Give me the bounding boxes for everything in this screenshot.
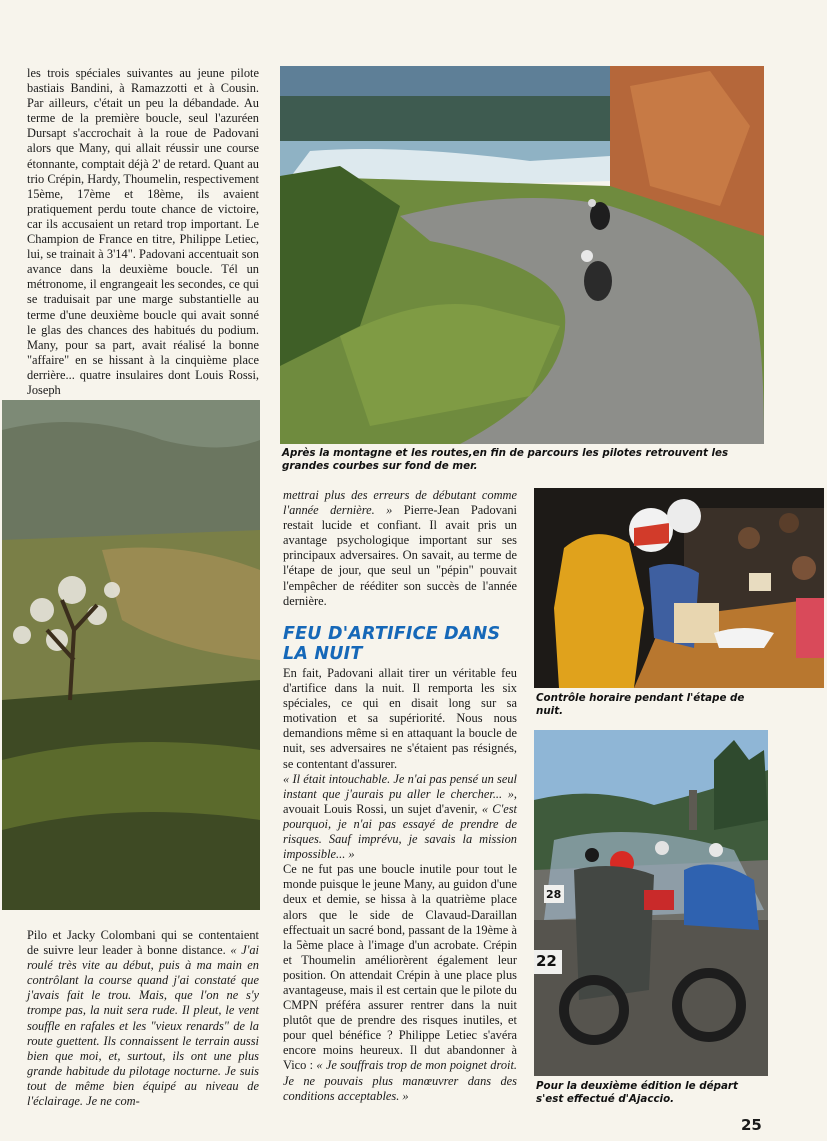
rider-plate-22: 22 (536, 952, 557, 970)
rossi-quote-2: « C'est pourquoi, je n'ai pas essayé de prendre de risques. Sauf imprévu, je savais la mission impossible... » (283, 801, 517, 862)
column-2-paragraph-1: En fait, Padovani allait tirer un véritable feu d'artifice dans la nuit. Il remporta les six spéciales, ce qui en disait long sur sa motivation et sa supériorité. Nous nous demandions même si en attaquant la boucle de nuit, ses adversaires ne s'étaient pas résignés, se contentant d'assurer. (283, 666, 517, 771)
time-control-caption: Contrôle horaire pendant l'étape de nuit. (536, 692, 745, 717)
time-control-photo (534, 488, 824, 688)
hillside-landscape-photo (2, 400, 260, 910)
coastal-road-photo (280, 66, 764, 444)
rider-plate-28: 28 (546, 888, 562, 901)
section-heading (283, 624, 523, 664)
ajaccio-start-photo (534, 730, 768, 1076)
letiec-quote: « Je souffrais trop de mon poignet droit. Je ne pouvais plus manœuvrer dans des conditions acceptables. » (283, 1058, 517, 1103)
column-2-paragraph-2: Ce ne fut pas une boucle inutile pour tout le monde puisque le jeune Many, au guidon d'une deux et demie, se hissa à la quatrième place alors que le side de Clavaud-Daraillan effectuait un sacré bond, passant de la 19ème à la 5ème place à l'image d'un acrobate. Crépin et Thoumelin améliorèrent également leur position. On attendait Crépin à une place plus avantageuse, mais il est certain que le pilote du CMPN préféra assurer rentrer dans la nuit plutôt que de prendre des risques inutiles, et pour quel bénéfice ? Philippe Letiec s'avéra encore moins heureux. Il dut abandonner à Vico : (283, 862, 517, 1073)
padovani-quote: « J'ai roulé très vite au début, puis à ma main en contrôlant la course quand j'ai constaté que j'avais fait le trou. Mais, que l'on ne s'y trompe pas, la nuit sera rude. Il pleut, le vent souffle en rafales et les "vieux renards" de la route guettent. Ils connaissent le terrain aussi bien que moi, et, surtout, ils ont une plus grande habitude du pilotage nocturne. Je suis tout de même bien équipé au niveau de l'éclairage. Je ne com- (27, 943, 260, 1109)
ajaccio-start-caption: Pour la deuxième édition le départ s'est effectué d'Ajaccio. (536, 1080, 738, 1105)
column-1-bottom-normal: Pilo et Jacky Colombani qui se contentaient de suivre leur leader à bonne distance. (27, 928, 259, 958)
page-number: 25 (741, 1116, 762, 1134)
heading-line-1: FEU D'ARTIFICE DANS (283, 624, 501, 644)
rossi-quote-1: « Il était intouchable. Je n'ai pas pensé un seul instant que j'aurais pu aller le chercher... » (283, 771, 517, 801)
coastal-road-caption: Après la montagne et les routes,en fin de parcours les pilotes retrouvent les grandes courbes sur fond de mer. (282, 447, 729, 472)
column-1-bottom-text (27, 928, 259, 1109)
column-2-top-normal: Pierre-Jean Padovani restait lucide et confiant. Il avait pris un avantage psychologique important sur ses principaux adversaires. On savait, au terme de l'étape de jour, que seul un "pépin" pouvait l'empêcher de rééditer son succès de l'année dernière. (283, 503, 517, 608)
rossi-quote-connector: , avouait Louis Rossi, un sujet d'avenir, (283, 786, 517, 816)
column-1-top-paragraph: les trois spéciales suivantes au jeune pilote bastiais Bandini, à Ramazzotti et à Cousin. Par ailleurs, c'était un peu la débandade. Au terme de la première boucle, seul l'azuréen Dursapt s'accrochait à la roue de Padovani alors que Many, qui allait réussir une course étonnante, comptait déjà 2' de retard. Quant au trio Crépin, Hardy, Thoumelin, respectivement 15ème, 17ème et 18ème, ils avaient pratiquement perdu toute chance de victoire, car ils accusaient un retard trop important. Le Champion de France en titre, Philippe Letiec, lui, se trainait à 3'14". Padovani accentuait son avance dans la deuxième boucle. Tél un métronome, il engrangeait les secondes, ce qui se traduisait par une marge substantielle au terme d'une deuxième boucle qui avait sonné le glas des chances des habitués du podium. Many, pour sa part, avait réalisé la bonne "affaire" en se hissant à la cinquième place derrière... quatre insulaires dont Louis Rossi, Joseph (27, 66, 259, 397)
column-2-top-text (283, 488, 517, 609)
padovani-quote-end: mettrai plus des erreurs de débutant comme l'année dernière. » (283, 488, 517, 518)
heading-line-2: LA NUIT (283, 644, 363, 664)
column-2-main-text (283, 666, 517, 1104)
column-1-top-text (27, 66, 259, 398)
